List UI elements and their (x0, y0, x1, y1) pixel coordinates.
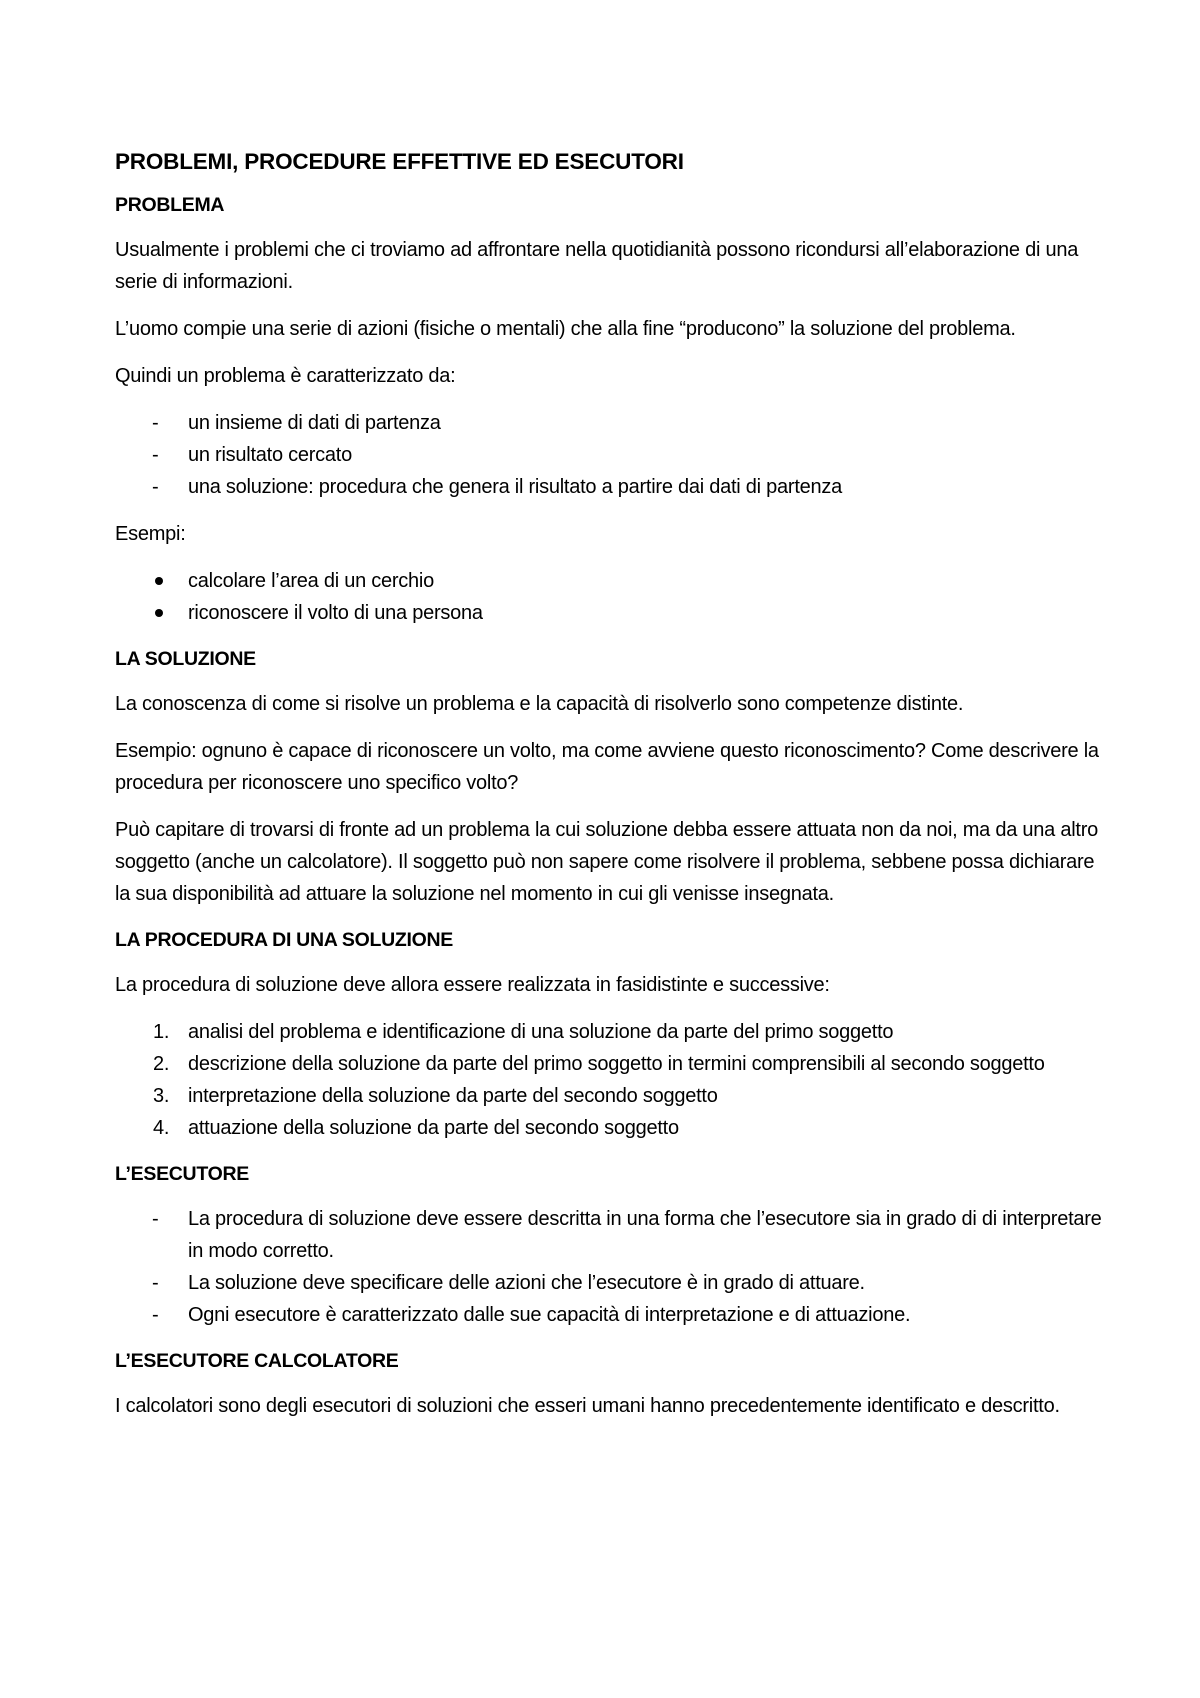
step-number: 1. (153, 1021, 170, 1043)
dash-list-problema (115, 407, 1105, 503)
dash-marker: - (152, 1304, 159, 1326)
dash-list-esecutore (115, 1203, 1105, 1331)
list-item-text: interpretazione della soluzione da parte del secondo soggetto (188, 1085, 718, 1107)
paragraph: L’uomo compie una serie di azioni (fisiche o mentali) che alla fine “producono” la soluzione del problema. (115, 318, 1016, 340)
list-item-text: attuazione della soluzione da parte del secondo soggetto (188, 1117, 679, 1139)
paragraph: Quindi un problema è caratterizzato da: (115, 365, 456, 387)
list-item-text: La soluzione deve specificare delle azioni che l’esecutore è in grado di attuare. (188, 1272, 865, 1294)
list-item-text: una soluzione: procedura che genera il risultato a partire dai dati di partenza (188, 476, 842, 498)
list-item (115, 1299, 1105, 1331)
paragraph: La procedura di soluzione deve allora essere realizzata in fasidistinte e successive: (115, 974, 830, 996)
list-item (115, 597, 1105, 629)
examples-label: Esempi: (115, 523, 186, 545)
list-item-text: calcolare l’area di un cerchio (188, 570, 434, 592)
paragraph: I calcolatori sono degli esecutori di soluzioni che esseri umani hanno precedentemente identificato e descritto. (115, 1395, 1060, 1417)
bullet-icon (155, 577, 163, 585)
list-item (115, 565, 1105, 597)
list-item (115, 1112, 1105, 1144)
list-item (115, 1048, 1105, 1080)
paragraph: Esempio: ognuno è capace di riconoscere un volto, ma come avviene questo riconoscimento? Come descrivere la procedura per riconoscere uno specifico volto? (115, 740, 1099, 794)
dash-marker: - (152, 444, 159, 466)
list-item (115, 1080, 1105, 1112)
dash-marker: - (152, 412, 159, 434)
step-number: 3. (153, 1085, 170, 1107)
list-item (115, 1267, 1105, 1299)
list-item (115, 439, 1105, 471)
bullet-icon (155, 609, 163, 617)
list-item (115, 1203, 1105, 1267)
list-item-text: Ogni esecutore è caratterizzato dalle sue capacità di interpretazione e di attuazione. (188, 1304, 911, 1326)
list-item-text: un risultato cercato (188, 444, 352, 466)
step-number: 4. (153, 1117, 170, 1139)
heading-problema: PROBLEMA (115, 194, 225, 216)
list-item (115, 471, 1105, 503)
dash-marker: - (152, 1272, 159, 1294)
list-item-text: La procedura di soluzione deve essere descritta in una forma che l’esecutore sia in grado di di interpretare in modo corretto. (188, 1208, 1102, 1262)
heading-calcolatore: L’ESECUTORE CALCOLATORE (115, 1350, 399, 1372)
list-item-text: descrizione della soluzione da parte del primo soggetto in termini comprensibili al secondo soggetto (188, 1053, 1045, 1075)
dash-marker: - (152, 1208, 159, 1230)
heading-esecutore: L’ESECUTORE (115, 1163, 249, 1185)
document-title: PROBLEMI, PROCEDURE EFFETTIVE ED ESECUTORI (115, 149, 684, 174)
paragraph: La conoscenza di come si risolve un problema e la capacità di risolverlo sono competenze distinte. (115, 693, 964, 715)
list-item (115, 407, 1105, 439)
dash-marker: - (152, 476, 159, 498)
list-item-text: un insieme di dati di partenza (188, 412, 441, 434)
list-item-text: analisi del problema e identificazione di una soluzione da parte del primo soggetto (188, 1021, 894, 1043)
bullet-list-examples (115, 565, 1105, 629)
list-item (115, 1016, 1105, 1048)
step-number: 2. (153, 1053, 170, 1075)
heading-procedura: LA PROCEDURA DI UNA SOLUZIONE (115, 929, 453, 951)
heading-soluzione: LA SOLUZIONE (115, 648, 256, 670)
list-item-text: riconoscere il volto di una persona (188, 602, 483, 624)
paragraph: Usualmente i problemi che ci troviamo ad affrontare nella quotidianità possono ricondursi all’elaborazione di una serie di informazioni. (115, 239, 1079, 293)
document-page (115, 146, 1105, 1437)
paragraph: Può capitare di trovarsi di fronte ad un problema la cui soluzione debba essere attuata non da noi, ma da una altro soggetto (anche un calcolatore). Il soggetto può non sapere come risolvere il problema, sebbene possa dichiarare la sua disponibilità ad attuare la soluzione nel momento in cui gli venisse insegnata. (115, 819, 1098, 905)
numbered-list-steps (115, 1016, 1105, 1144)
